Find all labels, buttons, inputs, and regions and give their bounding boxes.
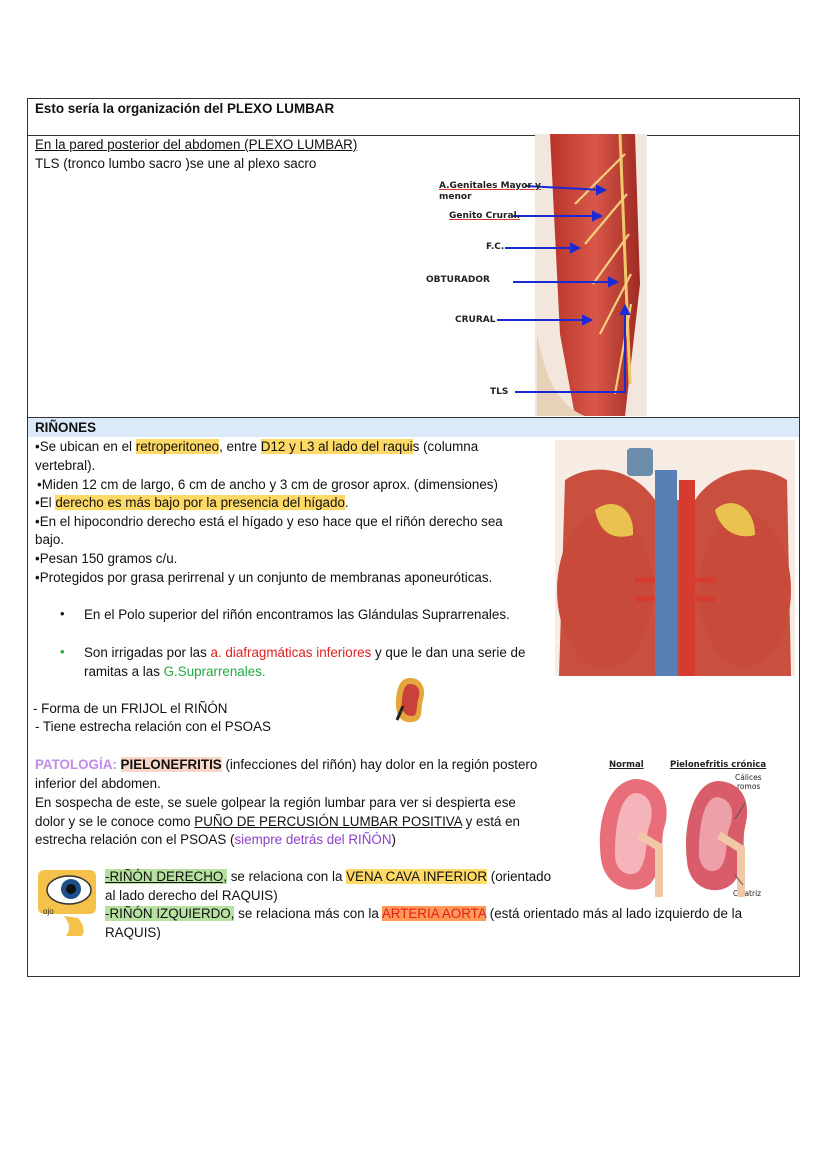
rinon-izquierdo-line-2: RAQUIS) — [105, 925, 161, 940]
rinones-line-1b: vertebral). — [35, 458, 96, 473]
kidney-bean-icon — [393, 676, 427, 724]
rinones-line-2: •Miden 12 cm de largo, 6 cm de ancho y 3 cm de grosor aprox. (dimensiones) — [37, 477, 498, 492]
sub-bullet-2b — [84, 663, 266, 681]
patologia-line-5 — [35, 831, 396, 849]
patologia-line-2: inferior del abdomen. — [35, 776, 161, 791]
kidney-left — [699, 514, 791, 666]
patologia-line-3: En sospecha de este, se suele golpear la región lumbar para ver si despierta ese — [35, 795, 516, 810]
label-tls: TLS — [490, 387, 509, 397]
page-title: Esto sería la organización del PLEXO LUMBAR — [35, 101, 335, 116]
aorta — [679, 480, 695, 676]
rinones-line-4: •En el hipocondrio derecho está el hígado y eso hace que el riñón derecho sea — [35, 514, 503, 529]
rinones-line-6: •Protegidos por grasa perirrenal y un conjunto de membranas aponeuróticas. — [35, 570, 493, 585]
patologia-line-1 — [35, 756, 537, 774]
ojo-label: ojo — [43, 907, 54, 916]
patologia-line-4 — [35, 813, 520, 831]
text-run: se relaciona con la — [227, 869, 347, 884]
forma-line: - Forma de un FRIJOL el RIÑÓN — [33, 701, 228, 716]
plexo-tls-line: TLS (tronco lumbo sacro )se une al plexo sacro — [35, 156, 317, 171]
rinones-heading-band — [28, 418, 799, 437]
text-run: . — [344, 495, 349, 510]
label-genitales-2: menor — [439, 192, 472, 202]
text-run: •Se ubican en el — [35, 439, 136, 454]
fig-calices-1: Cálices — [735, 773, 762, 782]
vena-cava-term: VENA CAVA INFERIOR — [346, 869, 488, 884]
fig-calices-2: romos — [737, 782, 761, 791]
text-run: Son irrigadas por las — [84, 645, 211, 660]
text-run: (está orientado más al lado izquierdo de la — [486, 906, 743, 921]
highlight-d12-l3: D12 y L3 al lado del raqui — [260, 439, 413, 454]
text-run: ramitas a las — [84, 664, 164, 679]
rinon-izquierdo-term: -RIÑÓN IZQUIERDO, — [105, 906, 235, 921]
kidney-right — [557, 512, 653, 668]
label-genito-crural: Genito Crural. — [449, 211, 521, 221]
rinones-heading: RIÑONES — [35, 420, 97, 435]
rinon-izquierdo-line — [105, 905, 742, 923]
plexo-subtitle: En la pared posterior del abdomen (PLEXO LUMBAR) — [35, 137, 358, 152]
fig-cronica-label: Pielonefritis crónica — [670, 760, 767, 770]
text-run: s (columna — [412, 439, 479, 454]
bullet-dot-2: • — [60, 644, 65, 659]
vena-cava — [655, 470, 677, 676]
label-genitales-1: A.Genitales Mayor y — [439, 181, 541, 191]
rinones-line-5: •Pesan 150 gramos c/u. — [35, 551, 178, 566]
sub-bullet-1: En el Polo superior del riñón encontramos las Glándulas Suprarrenales. — [84, 607, 510, 622]
highlight-derecho-bajo: derecho es más bajo por la presencia del hígado — [55, 495, 345, 510]
rinon-derecho-line-2: al lado derecho del RAQUIS) — [105, 888, 278, 903]
label-obturador: OBTURADOR — [426, 275, 490, 285]
eye-pupil — [66, 884, 76, 894]
eye-icon — [38, 870, 96, 942]
rinones-line-1 — [35, 438, 478, 456]
patologia-label: PATOLOGÍA: — [35, 757, 121, 772]
sub-bullet-2 — [84, 644, 525, 662]
esophagus-stump — [627, 448, 653, 476]
text-run: y que le dan una serie de — [371, 645, 526, 660]
rinon-derecho-term: -RIÑÓN DERECHO, — [105, 869, 228, 884]
relacion-psoas-line: - Tiene estrecha relación con el PSOAS — [35, 719, 271, 734]
hand — [64, 916, 84, 936]
text-run: ) — [391, 832, 396, 847]
red-diafragmaticas: a. diafragmáticas inferiores — [210, 645, 372, 660]
puno-percusion: PUÑO DE PERCUSIÓN LUMBAR POSITIVA — [194, 814, 462, 829]
highlight-retroperitoneo: retroperitoneo — [135, 439, 220, 454]
text-run: estrecha relación con el PSOAS ( — [35, 832, 235, 847]
text-run: se relaciona más con la — [234, 906, 382, 921]
green-suprarrenales: G.Suprarrenales. — [163, 664, 266, 679]
text-run: , entre — [219, 439, 261, 454]
text-run: y está en — [461, 814, 520, 829]
fig-normal-label: Normal — [609, 760, 644, 770]
fig-cicatriz: Cicatriz — [733, 889, 762, 898]
text-run: (infecciones del riñón) hay dolor en la región postero — [221, 757, 538, 772]
rinon-derecho-line — [105, 868, 551, 886]
purple-detras-rinon: siempre detrás del RIÑÓN — [234, 832, 392, 847]
pielonefritis-term: PIELONEFRITIS — [120, 757, 222, 772]
text-run: (orientado — [487, 869, 552, 884]
arteria-aorta-term: ARTERIA AORTA — [381, 906, 487, 921]
text-run: •El — [35, 495, 56, 510]
text-run: dolor y se le conoce como — [35, 814, 195, 829]
label-crural: CRURAL — [455, 315, 496, 325]
label-fc: F.C. — [486, 242, 505, 252]
bullet-dot-1: • — [60, 606, 65, 621]
rinones-line-4b: bajo. — [35, 532, 65, 547]
rinones-line-3 — [35, 494, 349, 512]
pielonefritis-figure — [595, 775, 765, 900]
kidneys-anatomy-illustration — [555, 440, 795, 676]
